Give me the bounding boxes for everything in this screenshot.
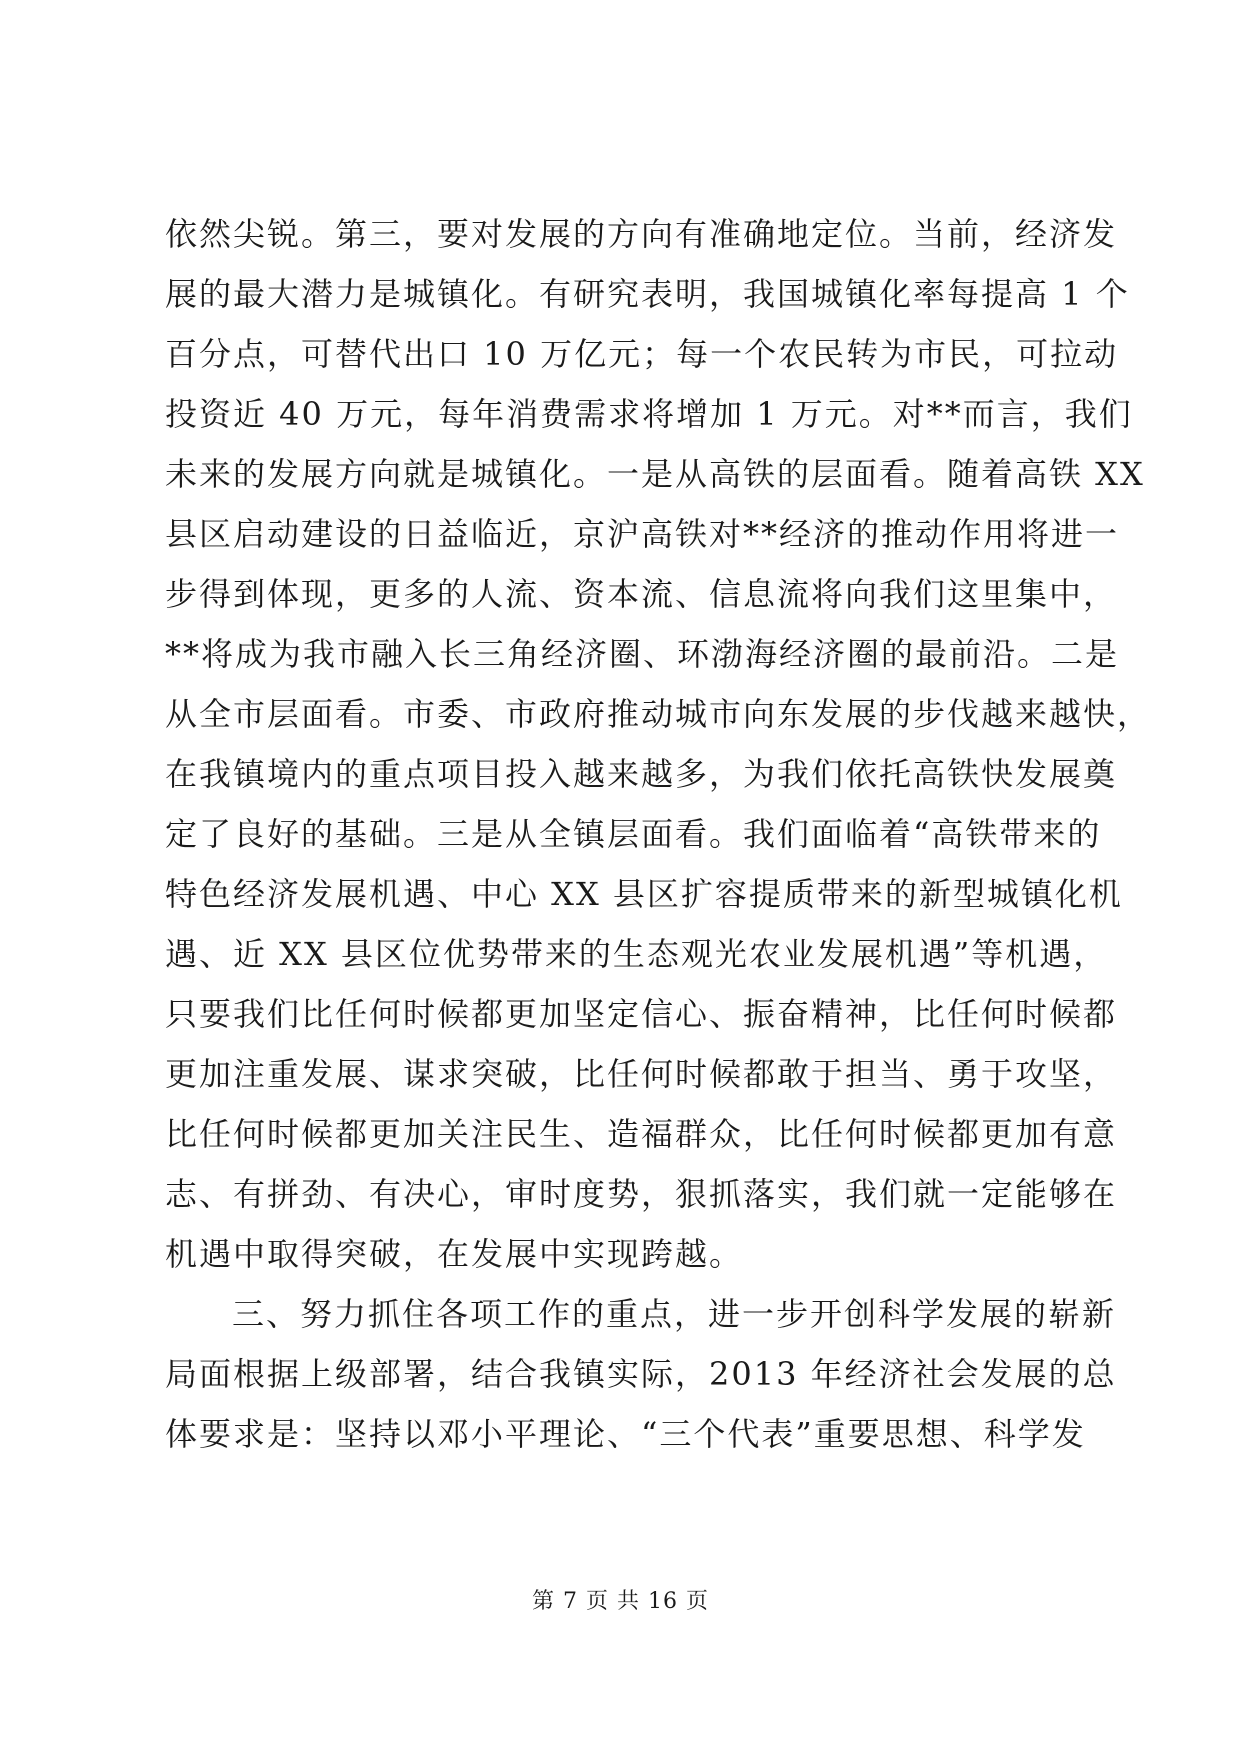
text-line: 在我镇境内的重点项目投入越来越多，为我们依托高铁快发展奠 [165, 755, 1118, 793]
text-line: 展的最大潜力是城镇化。有研究表明，我国城镇化率每提高 1 个 [165, 275, 1130, 313]
text-line: 县区启动建设的日益临近，京沪高铁对**经济的推动作用将进一 [165, 515, 1120, 553]
text-line: 百分点，可替代出口 10 万亿元；每一个农民转为市民，可拉动 [165, 335, 1119, 373]
text-line: 投资近 40 万元，每年消费需求将增加 1 万元。对**而言，我们 [165, 395, 1133, 433]
text-line: 从全市层面看。市委、市政府推动城市向东发展的步伐越来越快， [165, 695, 1152, 733]
text-line: 未来的发展方向就是城镇化。一是从高铁的层面看。随着高铁 XX [165, 455, 1145, 493]
text-line: 更加注重发展、谋求突破，比任何时候都敢于担当、勇于攻坚， [165, 1055, 1118, 1093]
text-line: 局面根据上级部署，结合我镇实际，2013 年经济社会发展的总 [165, 1355, 1117, 1393]
page-number-footer: 第 7 页 共 16 页 [532, 1589, 709, 1614]
text-line: 依然尖锐。第三，要对发展的方向有准确地定位。当前，经济发 [165, 215, 1118, 253]
text-line: 定了良好的基础。三是从全镇层面看。我们面临着“高铁带来的 [165, 815, 1102, 853]
text-line: 特色经济发展机遇、中心 XX 县区扩容提质带来的新型城镇化机 [165, 875, 1123, 913]
section-heading-line: 三、努力抓住各项工作的重点，进一步开创科学发展的崭新 [232, 1295, 1117, 1333]
text-line: 遇、近 XX 县区位优势带来的生态观光农业发展机遇”等机遇， [165, 935, 1108, 973]
text-line: 只要我们比任何时候都更加坚定信心、振奋精神，比任何时候都 [165, 995, 1118, 1033]
text-line: 比任何时候都更加关注民生、造福群众，比任何时候都更加有意 [165, 1115, 1118, 1153]
text-line: 体要求是：坚持以邓小平理论、“三个代表”重要思想、科学发 [165, 1415, 1086, 1453]
text-line: 机遇中取得突破，在发展中实现跨越。 [165, 1235, 744, 1273]
text-line: 志、有拼劲、有决心，审时度势，狠抓落实，我们就一定能够在 [165, 1175, 1118, 1213]
text-line: **将成为我市融入长三角经济圈、环渤海经济圈的最前沿。二是 [165, 635, 1120, 673]
text-line: 步得到体现，更多的人流、资本流、信息流将向我们这里集中， [165, 575, 1118, 613]
